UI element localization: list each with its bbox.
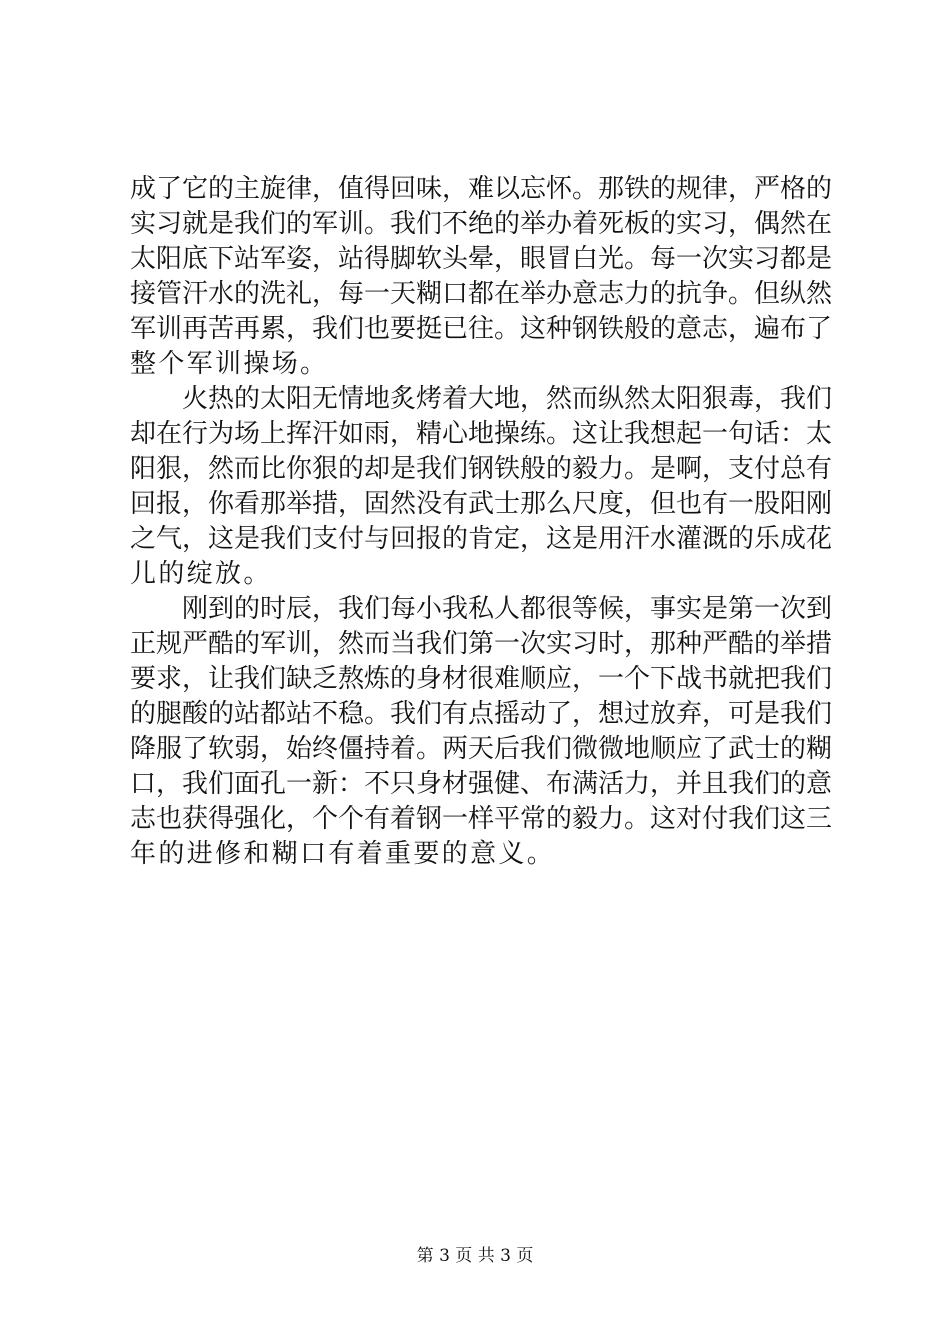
text-line: 的腿酸的站都站不稳。我们有点摇动了，想过放弃，可是我们	[130, 699, 833, 729]
text-line: 整个军训操场。	[130, 349, 329, 379]
text-line: 降服了软弱，始终僵持着。两天后我们微微地顺应了武士的糊	[130, 734, 833, 764]
text-line: 阳狠，然而比你狠的却是我们钢铁般的毅力。是啊，支付总有	[130, 454, 833, 484]
text-line: 却在行为场上挥汗如雨，精心地操练。这让我想起一句话：太	[130, 419, 833, 449]
text-line: 实习就是我们的军训。我们不绝的举办着死板的实习，偶然在	[130, 209, 833, 239]
text-line: 正规严酷的军训，然而当我们第一次实习时，那种严酷的举措	[130, 629, 833, 659]
paragraph	[130, 172, 833, 382]
paragraph	[130, 592, 833, 872]
text-line: 要求，让我们缺乏熬炼的身材很难顺应，一个下战书就把我们	[130, 664, 833, 694]
text-line: 成了它的主旋律，值得回味，难以忘怀。那铁的规律，严格的	[130, 174, 833, 204]
text-line: 火热的太阳无情地炙烤着大地，然而纵然太阳狠毒，我们	[182, 384, 833, 414]
text-line: 之气，这是我们支付与回报的肯定，这是用汗水灌溉的乐成花	[130, 524, 833, 554]
page-number-footer: 第 3 页 共 3 页	[416, 1246, 534, 1266]
text-line: 儿的绽放。	[130, 559, 272, 589]
text-line: 太阳底下站军姿，站得脚软头晕，眼冒白光。每一次实习都是	[130, 244, 833, 274]
paragraph	[130, 382, 833, 592]
text-line: 接管汗水的洗礼，每一天糊口都在举办意志力的抗争。但纵然	[130, 279, 833, 309]
text-line: 刚到的时辰，我们每小我私人都很等候，事实是第一次到	[182, 594, 833, 624]
text-line: 年的进修和糊口有着重要的意义。	[130, 839, 556, 869]
document-body	[130, 172, 833, 872]
text-line: 回报，你看那举措，固然没有武士那么尺度，但也有一股阳刚	[130, 489, 833, 519]
text-line: 口，我们面孔一新：不只身材强健、布满活力，并且我们的意	[130, 769, 833, 799]
text-line: 军训再苦再累，我们也要挺已往。这种钢铁般的意志，遍布了	[130, 314, 833, 344]
text-line: 志也获得强化，个个有着钢一样平常的毅力。这对付我们这三	[130, 804, 833, 834]
